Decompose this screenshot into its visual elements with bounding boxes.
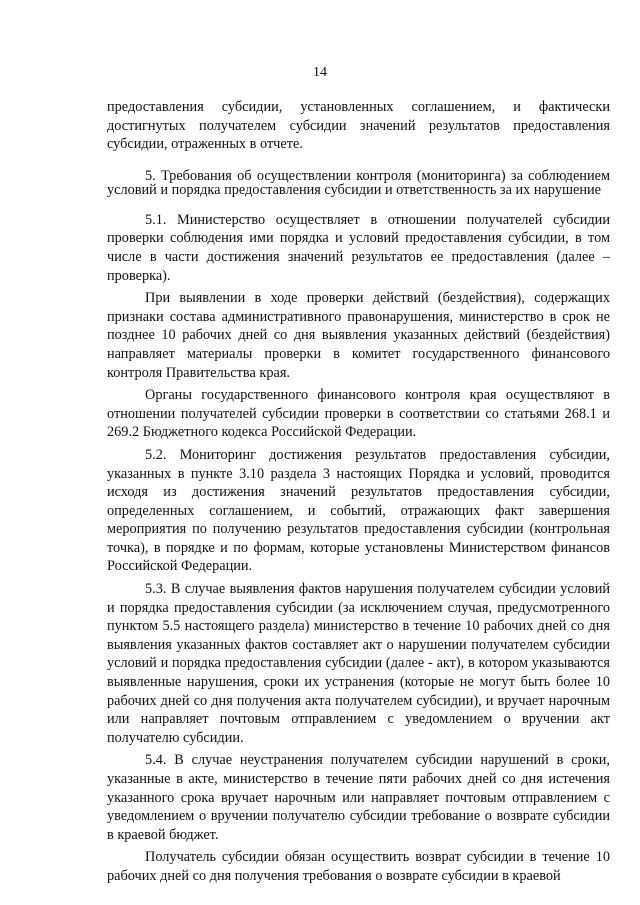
paragraph-5-3: 5.3. В случае выявления фактов нарушения получателем субсидии условий и порядка предоставления субсидии (за исключением случая, предусмотренного пунктом 5.5 настоящего раздела) министерство в течение 10 рабочих дней со дня выявления указанных фактов составляет акт о нарушении получателем субсидии условий и порядка предоставления субсидии (далее - акт), в котором указываются выявленные нарушения, сроки их устранения (которые не могут быть более 10 рабочих дней со дня получения акта получателем субсидии), и вручает нарочным или направляет почтовым отправлением с уведомлением о вручении акт получателю субсидии. xyxy=(107,581,610,746)
paragraph: При выявлении в ходе проверки действий (бездействия), содержащих признаки состава административного правонарушения, министерство в срок не позднее 10 рабочих дней со дня выявления указанных действий (бездействия) направляет материалы проверки в комитет государственного финансового контроля Правительства края. xyxy=(107,290,610,381)
paragraph-continuation: предоставления субсидии, установленных соглашением, и фактически достигнутых получателем субсидии значений результатов предоставления субсидии, отраженных в отчете. xyxy=(107,99,610,153)
paragraph: Получатель субсидии обязан осуществить возврат субсидии в течение 10 рабочих дней со дня получения требования о возврате субсидии в краевой xyxy=(107,849,610,884)
paragraph: Органы государственного финансового контроля края осуществляют в отношении получателей субсидии проверки в соответствии со статьями 268.1 и 269.2 Бюджетного кодекса Российской Федерации. xyxy=(107,387,610,441)
paragraph-5-1: 5.1. Министерство осуществляет в отношении получателей субсидии проверки соблюдения ими порядка и условий предоставления субсидии, в том числе в части достижения значений результатов ее предоставления (далее – проверка). xyxy=(107,211,610,284)
paragraph-5-2: 5.2. Мониторинг достижения результатов предоставления субсидии, указанных в пункте 3.10 раздела 3 настоящих Порядка и условий, проводится исходя из достижения значений результатов предоставления субсидии, определенных соглашением, и событий, отражающих факт завершения мероприятия по получению результатов предоставления субсидии (контрольная точка), в порядке и по формам, которые установлены Министерством финансов Российской Федерации. xyxy=(107,446,610,575)
page-number: 14 xyxy=(313,65,327,80)
paragraph-5-4: 5.4. В случае неустранения получателем субсидии нарушений в сроки, указанные в акте, министерство в течение пяти рабочих дней со дня истечения указанного срока вручает нарочным или направляет почтовым отправлением с уведомлением о вручении получателю субсидии требование о возврате субсидии в краевой бюджет. xyxy=(107,752,610,843)
section-heading: 5. Требования об осуществлении контроля (мониторинга) за соблюдением условий и порядка предоставления субсидии и ответственность за их нарушение xyxy=(107,167,610,199)
document-body xyxy=(107,98,610,886)
